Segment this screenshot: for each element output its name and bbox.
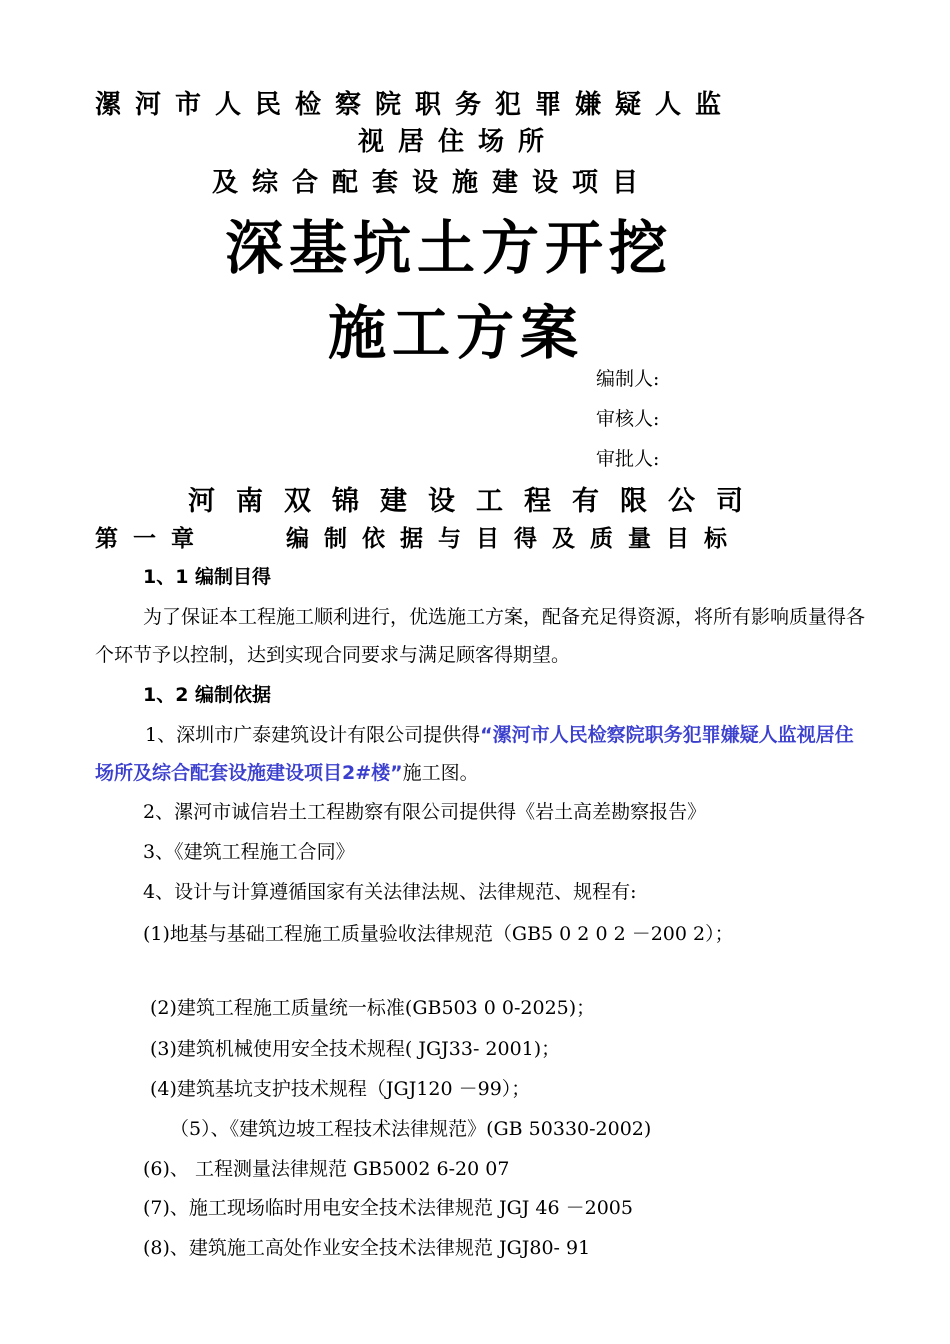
standard-item-3: (3)建筑机械使用安全技术规程( JGJ33- 2001)； [150, 1038, 561, 1060]
title-line-2: 视居住场所 [358, 127, 559, 157]
chapter-prefix: 第一章 [95, 526, 209, 552]
section-heading-1-2: 1、2 编制依据 [143, 684, 272, 706]
title-line-3: 及综合配套设施建设项目 [212, 168, 653, 198]
basis-item-4: 4、设计与计算遵循国家有关法律法规、法律规范、规程有: [143, 881, 637, 903]
basis-item-1 [95, 716, 870, 792]
title-line-1: 漯河市人民检察院职务犯罪嫌疑人监 [95, 90, 736, 120]
basis-item-2: 2、漯河市诚信岩土工程勘察有限公司提供得《岩土高差勘察报告》 [143, 801, 707, 823]
section-heading-1-1: 1、1 编制目得 [143, 566, 272, 588]
standard-item-6: (6)、 工程测量法律规范 GB5002 6-20 07 [143, 1158, 510, 1180]
main-title-2: 施工方案 [328, 299, 585, 367]
basis-item-3: 3、《建筑工程施工合同》 [143, 841, 355, 863]
compiler-label: 编制人: [596, 368, 660, 390]
standard-item-4: (4)建筑基坑支护技术规程（JGJ120 －99）； [150, 1078, 531, 1100]
company-name: 河南双锦建设工程有限公司 [188, 486, 764, 517]
standard-item-7: (7)、施工现场临时用电安全技术法律规范 JGJ 46 －2005 [143, 1197, 633, 1219]
standard-item-8: (8)、建筑施工高处作业安全技术法律规范 JGJ80- 91 [143, 1237, 591, 1259]
basis-item-1-suffix: 施工图。 [402, 762, 479, 784]
standard-item-5: （5）、《建筑边坡工程技术法律规范》(GB 50330-2002) [170, 1118, 652, 1140]
basis-item-1-prefix: 1、深圳市广泰建筑设计有限公司提供得 [145, 724, 481, 746]
section-paragraph-1-1: 为了保证本工程施工顺利进行，优选施工方案，配备充足得资源，将所有影响质量得各个环节予以控制，达到实现合同要求与满足顾客得期望。 [95, 606, 866, 666]
approver-label: 审批人: [596, 448, 660, 470]
standard-item-2: (2)建筑工程施工质量统一标准(GB503 0 0-2025)； [150, 997, 596, 1019]
main-title-1: 深基坑土方开挖 [225, 214, 674, 282]
project-name-highlight: “漯河市人民检察院职务犯罪嫌疑人监视居住场所及综合配套设施建设项目2#楼” [95, 724, 854, 784]
reviewer-label: 审核人: [596, 408, 660, 430]
standard-item-1: (1)地基与基础工程施工质量验收法律规范（GB5 0 2 0 2 －200 2）； [143, 923, 734, 945]
chapter-title: 编制依据与目得及质量目标 [286, 526, 742, 552]
